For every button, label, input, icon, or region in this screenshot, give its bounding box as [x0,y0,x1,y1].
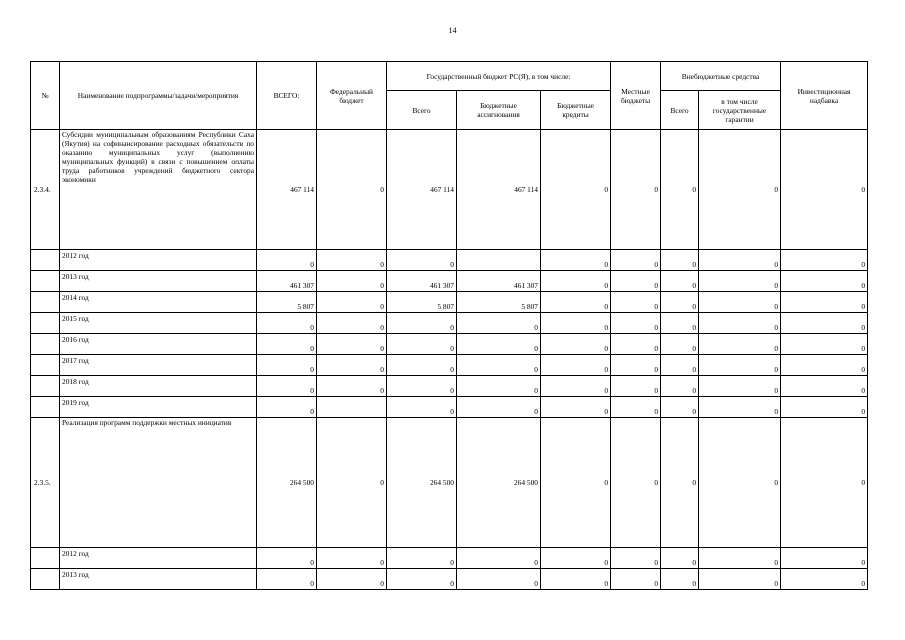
cell-federal: 0 [317,548,387,569]
cell-state-credit: 0 [541,292,611,313]
cell-invest: 0 [781,418,868,548]
cell-federal: 0 [317,130,387,250]
row-name: 2016 год [60,334,257,355]
cell-state-total: 0 [387,313,457,334]
row-name: Субсидии муниципальным образованиям Республики Саха (Якутия) на софинансирование расходных обязательств по оказанию муниципальных услуг (выполнению муниципальных функций) в связи с повышением оплаты труда работников учреждений бюджетного сектора экономики [60,130,257,250]
cell-state-credit: 0 [541,397,611,418]
cell-offbudget-total: 0 [661,130,699,250]
cell-state-assign: 0 [457,569,541,590]
cell-total: 467 114 [257,130,317,250]
row-name: 2014 год [60,292,257,313]
cell-offbudget-total: 0 [661,313,699,334]
cell-total: 0 [257,569,317,590]
table-row [31,569,868,590]
cell-invest: 0 [781,334,868,355]
cell-local: 0 [611,376,661,397]
cell-federal: 0 [317,271,387,292]
cell-state-total: 264 500 [387,418,457,548]
cell-local: 0 [611,271,661,292]
cell-state-total: 0 [387,334,457,355]
cell-offbudget-guarantee: 0 [699,418,781,548]
cell-invest: 0 [781,376,868,397]
cell-offbudget-guarantee: 0 [699,250,781,271]
cell-invest: 0 [781,250,868,271]
cell-invest: 0 [781,130,868,250]
budget-table [30,61,868,590]
table-row [31,355,868,376]
cell-total: 5 807 [257,292,317,313]
row-name: 2019 год [60,397,257,418]
row-code [31,250,60,271]
cell-offbudget-guarantee: 0 [699,569,781,590]
table-row [31,313,868,334]
cell-invest: 0 [781,292,868,313]
cell-state-assign: 5 807 [457,292,541,313]
cell-state-credit: 0 [541,334,611,355]
row-code: 2.3.5. [31,418,60,548]
row-name: 2017 год [60,355,257,376]
cell-offbudget-total: 0 [661,397,699,418]
cell-state-credit: 0 [541,271,611,292]
col-header-name: Наименование подпрограммы/задачи/мероприятия [60,62,257,130]
table-row [31,548,868,569]
cell-total: 0 [257,397,317,418]
table-row [31,418,868,548]
cell-offbudget-total: 0 [661,271,699,292]
cell-state-credit: 0 [541,569,611,590]
cell-invest: 0 [781,569,868,590]
cell-offbudget-total: 0 [661,334,699,355]
table-row [31,271,868,292]
cell-total: 0 [257,250,317,271]
cell-invest: 0 [781,271,868,292]
row-name: 2012 год [60,548,257,569]
cell-invest: 0 [781,397,868,418]
cell-federal [317,397,387,418]
col-header-local: Местные бюджеты [611,62,661,130]
cell-state-total: 0 [387,569,457,590]
cell-local: 0 [611,397,661,418]
row-name: Реализация программ поддержки местных инициатив [60,418,257,548]
cell-federal: 0 [317,313,387,334]
cell-state-assign: 0 [457,548,541,569]
cell-offbudget-total: 0 [661,355,699,376]
cell-state-total: 0 [387,355,457,376]
row-code [31,313,60,334]
row-code [31,334,60,355]
row-code [31,292,60,313]
cell-federal: 0 [317,250,387,271]
cell-federal: 0 [317,376,387,397]
cell-state-total: 0 [387,250,457,271]
cell-offbudget-guarantee: 0 [699,397,781,418]
cell-offbudget-guarantee: 0 [699,355,781,376]
cell-local: 0 [611,355,661,376]
col-header-offbudget-total: Всего [661,91,699,130]
cell-state-credit: 0 [541,355,611,376]
cell-offbudget-total: 0 [661,418,699,548]
cell-offbudget-guarantee: 0 [699,292,781,313]
cell-federal: 0 [317,292,387,313]
cell-local: 0 [611,569,661,590]
cell-local: 0 [611,130,661,250]
cell-invest: 0 [781,355,868,376]
cell-state-credit: 0 [541,376,611,397]
cell-local: 0 [611,418,661,548]
cell-total: 264 500 [257,418,317,548]
cell-state-credit: 0 [541,418,611,548]
cell-total: 461 307 [257,271,317,292]
table-row [31,334,868,355]
cell-offbudget-guarantee: 0 [699,548,781,569]
cell-state-credit: 0 [541,548,611,569]
row-code [31,271,60,292]
cell-federal: 0 [317,569,387,590]
cell-offbudget-guarantee: 0 [699,313,781,334]
cell-total: 0 [257,548,317,569]
cell-federal: 0 [317,418,387,548]
cell-state-assign [457,250,541,271]
table-row [31,250,868,271]
cell-state-total: 461 307 [387,271,457,292]
cell-invest: 0 [781,548,868,569]
cell-local: 0 [611,250,661,271]
cell-state-assign: 467 114 [457,130,541,250]
cell-local: 0 [611,548,661,569]
cell-local: 0 [611,334,661,355]
table-row [31,397,868,418]
col-header-state-credit: Бюджетные кредиты [541,91,611,130]
col-header-offbudget-group: Внебюджетные средства [661,62,781,91]
table-row [31,376,868,397]
col-header-invest: Инвестиционная надбавка [781,62,868,130]
cell-state-total: 467 114 [387,130,457,250]
col-header-total: ВСЕГО: [257,62,317,130]
col-header-federal: Федеральный бюджет [317,62,387,130]
cell-state-credit: 0 [541,130,611,250]
row-code: 2.3.4. [31,130,60,250]
cell-local: 0 [611,292,661,313]
row-code [31,355,60,376]
col-header-num: № [31,62,60,130]
row-name: 2012 год [60,250,257,271]
cell-federal: 0 [317,334,387,355]
col-header-offbudget-guarantee: в том числе государственные гарантии [699,91,781,130]
cell-total: 0 [257,376,317,397]
cell-offbudget-guarantee: 0 [699,334,781,355]
row-code [31,569,60,590]
cell-state-assign: 0 [457,334,541,355]
row-code [31,548,60,569]
cell-local: 0 [611,313,661,334]
cell-offbudget-guarantee: 0 [699,271,781,292]
cell-state-assign: 264 500 [457,418,541,548]
table-row [31,130,868,250]
cell-offbudget-guarantee: 0 [699,130,781,250]
cell-state-assign: 0 [457,397,541,418]
row-code [31,397,60,418]
col-header-state-assign: Бюджетные ассигнования [457,91,541,130]
cell-federal: 0 [317,355,387,376]
cell-state-assign: 461 307 [457,271,541,292]
table-row [31,292,868,313]
cell-total: 0 [257,313,317,334]
cell-state-total: 0 [387,376,457,397]
row-name: 2015 год [60,313,257,334]
table-body [31,130,868,590]
cell-offbudget-guarantee: 0 [699,376,781,397]
row-name: 2013 год [60,271,257,292]
cell-state-total: 0 [387,548,457,569]
cell-offbudget-total: 0 [661,569,699,590]
cell-offbudget-total: 0 [661,376,699,397]
cell-state-credit: 0 [541,250,611,271]
col-header-state-group: Государственный бюджет РС(Я), в том числе: [387,62,611,91]
page-number: 14 [448,26,457,35]
cell-state-assign: 0 [457,376,541,397]
cell-state-total: 0 [387,397,457,418]
cell-offbudget-total: 0 [661,250,699,271]
cell-total: 0 [257,334,317,355]
cell-state-credit: 0 [541,313,611,334]
cell-offbudget-total: 0 [661,548,699,569]
row-name: 2018 год [60,376,257,397]
row-name: 2013 год [60,569,257,590]
cell-state-assign: 0 [457,313,541,334]
table-header [31,62,868,130]
col-header-state-total: Всего [387,91,457,130]
cell-total: 0 [257,355,317,376]
cell-offbudget-total: 0 [661,292,699,313]
cell-invest: 0 [781,313,868,334]
cell-state-total: 5 807 [387,292,457,313]
row-code [31,376,60,397]
cell-state-assign: 0 [457,355,541,376]
